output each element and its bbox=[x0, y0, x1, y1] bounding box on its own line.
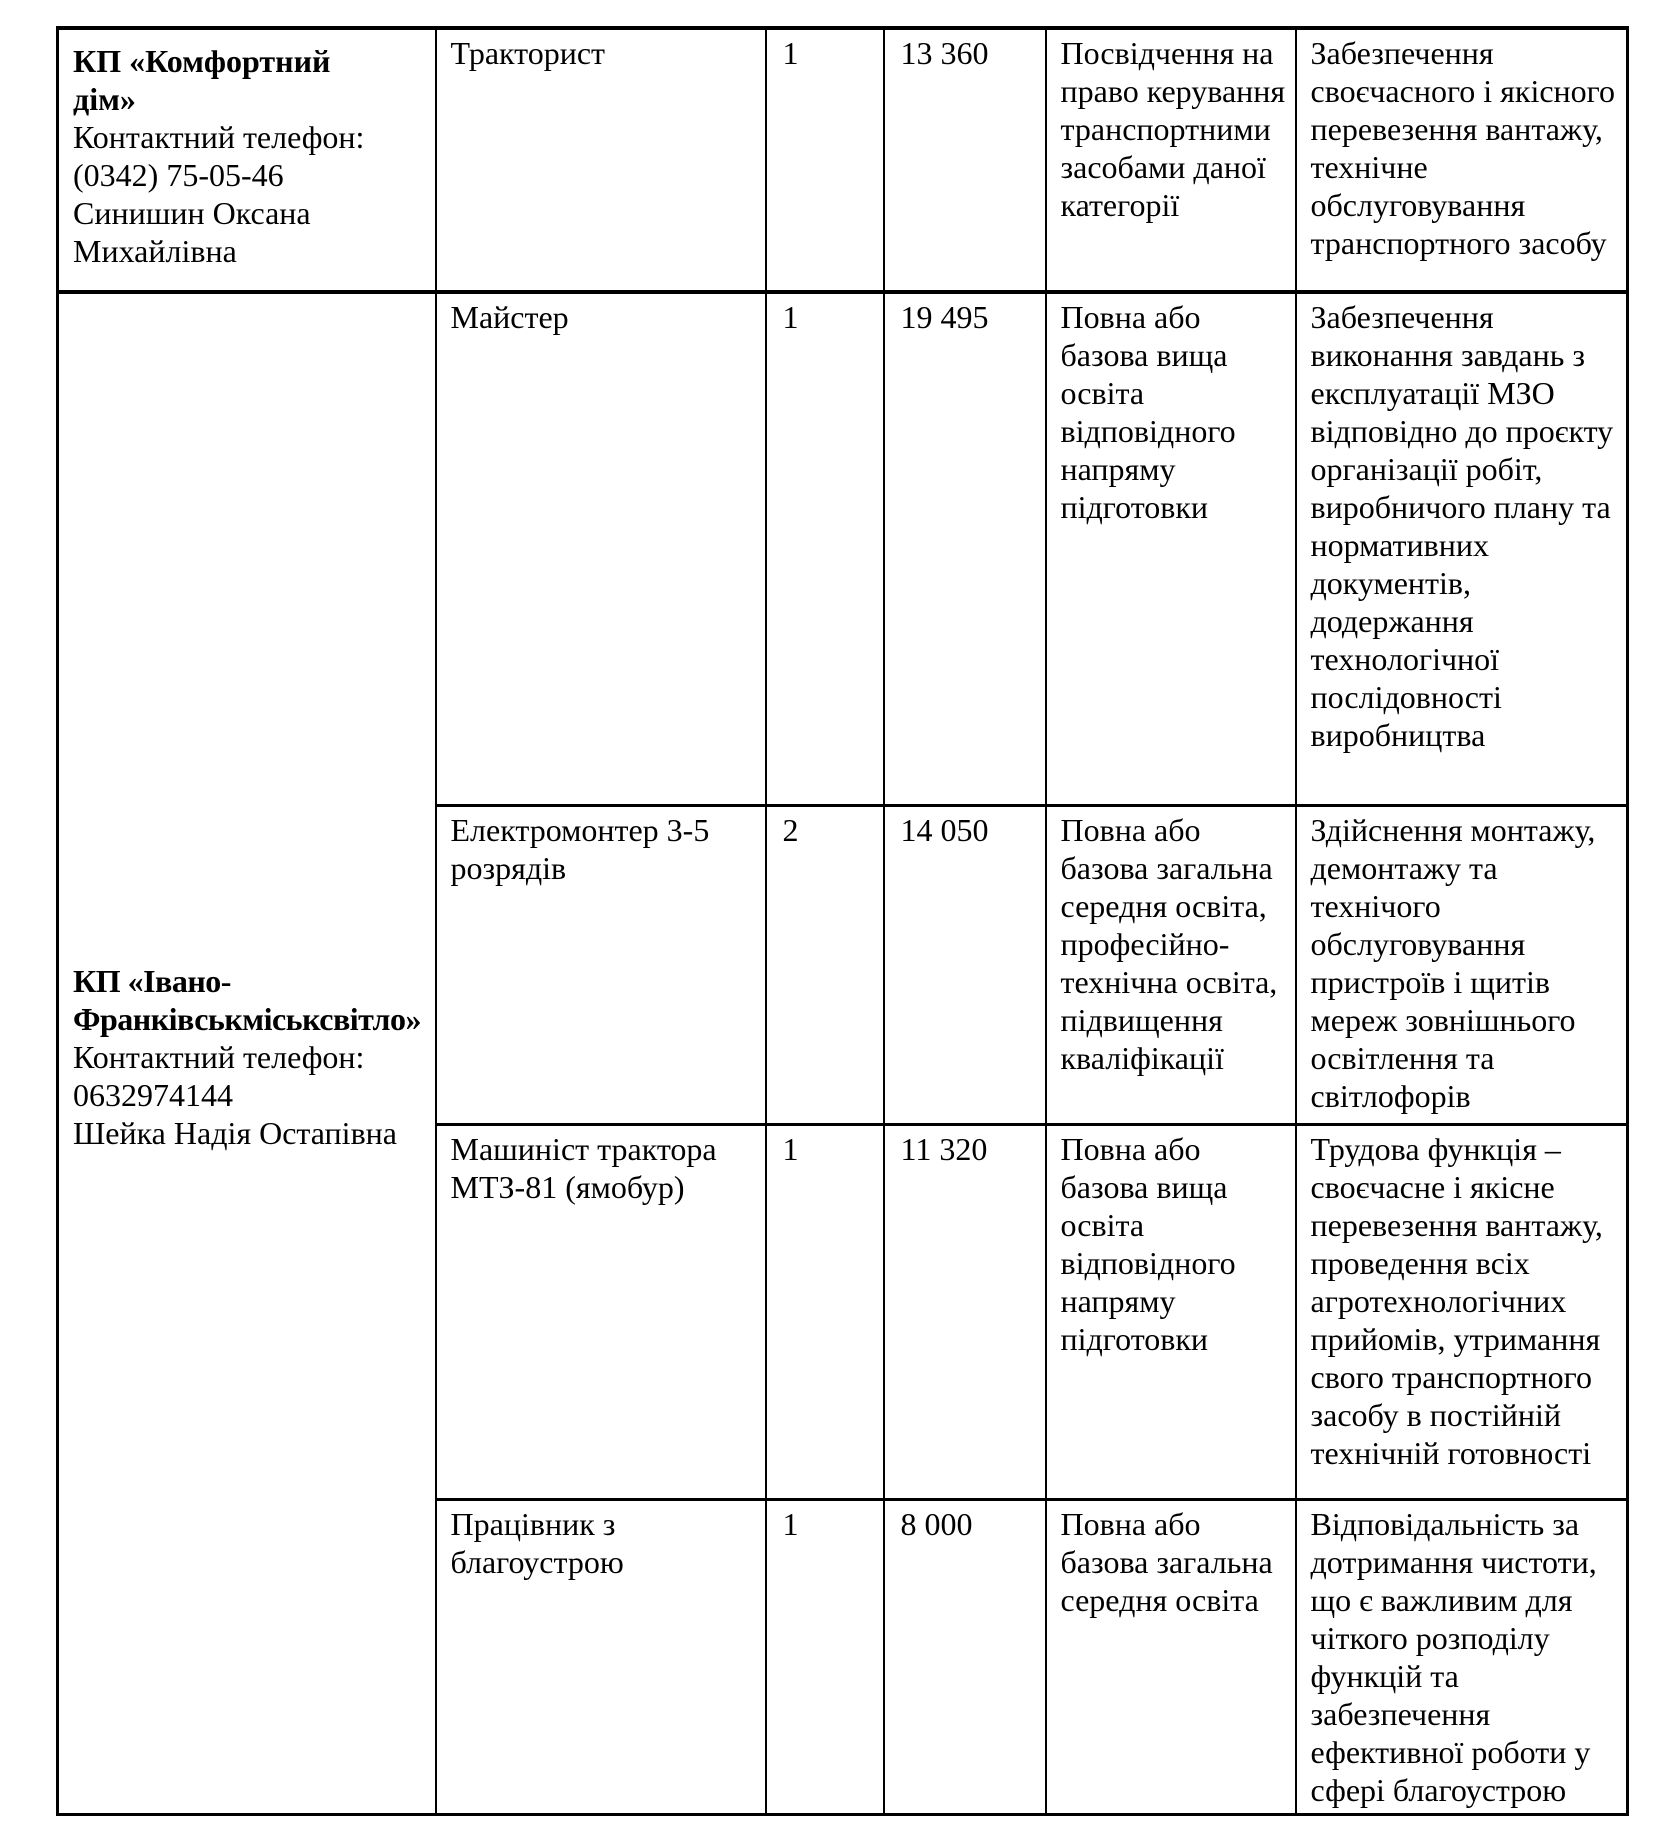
vacancy-count-cell: 2 bbox=[766, 805, 884, 1124]
requirements-cell: Посвідчення на право керування транспортними засобами даної категорії bbox=[1046, 28, 1296, 292]
duties-cell: Відповідальність за дотримання чистоти, що є важливим для чіткого розподілу функцій та забезпечення ефективної роботи у сфері благоустрою bbox=[1296, 1499, 1628, 1814]
position-cell: Тракторист bbox=[436, 28, 766, 292]
position-cell: Електромонтер 3-5 розрядів bbox=[436, 805, 766, 1124]
employer-contact-person: Шейка Надія Остапівна bbox=[73, 1115, 397, 1152]
position-cell: Майстер bbox=[436, 292, 766, 805]
vacancy-count-cell: 1 bbox=[766, 1499, 884, 1814]
employer-cell bbox=[58, 292, 436, 1814]
salary-cell: 11 320 bbox=[884, 1124, 1046, 1499]
vacancy-row bbox=[58, 292, 1628, 805]
duties-cell: Забезпечення виконання завдань з експлуатації МЗО відповідно до проєкту організації робіт, виробничого плану та нормативних документів, додержання технологічної послідовності виробництва bbox=[1296, 292, 1628, 805]
salary-cell: 19 495 bbox=[884, 292, 1046, 805]
duties-cell: Забезпечення своєчасного і якісного перевезення вантажу, технічне обслуговування транспортного засобу bbox=[1296, 28, 1628, 292]
position-cell: Працівник з благоустрою bbox=[436, 1499, 766, 1814]
position-cell: Машиніст трактора МТЗ-81 (ямобур) bbox=[436, 1124, 766, 1499]
employer-cell bbox=[58, 28, 436, 292]
employer-name: КП «Івано-Франківськміськсвітло» bbox=[73, 963, 421, 1038]
employer-contact-person: Синишин Оксана Михайлівна bbox=[73, 195, 311, 269]
vacancy-row bbox=[58, 28, 1628, 292]
vacancy-count-cell: 1 bbox=[766, 28, 884, 292]
requirements-cell: Повна або базова вища освіта відповідного напряму підготовки bbox=[1046, 1124, 1296, 1499]
duties-cell: Трудова функція – своєчасне і якісне перевезення вантажу, проведення всіх агротехнологічних прийомів, утримання свого транспортного засобу в постійній технічній готовності bbox=[1296, 1124, 1628, 1499]
salary-cell: 14 050 bbox=[884, 805, 1046, 1124]
requirements-cell: Повна або базова загальна середня освіта bbox=[1046, 1499, 1296, 1814]
vacancy-count-cell: 1 bbox=[766, 292, 884, 805]
employer-phone: 0632974144 bbox=[73, 1077, 233, 1114]
duties-cell: Здійснення монтажу, демонтажу та технічого обслуговування пристроїв і щитів мереж зовнішнього освітлення та світлофорів bbox=[1296, 805, 1628, 1124]
vacancy-count-cell: 1 bbox=[766, 1124, 884, 1499]
vacancy-table bbox=[56, 26, 1629, 1816]
requirements-cell: Повна або базова загальна середня освіта, професійно-технічна освіта, підвищення кваліфікації bbox=[1046, 805, 1296, 1124]
employer-contact-label: Контактний телефон: bbox=[73, 119, 365, 155]
employer-phone: (0342) 75-05-46 bbox=[73, 157, 284, 193]
employer-contact-label: Контактний телефон: bbox=[73, 1039, 365, 1076]
salary-cell: 13 360 bbox=[884, 28, 1046, 292]
salary-cell: 8 000 bbox=[884, 1499, 1046, 1814]
requirements-cell: Повна або базова вища освіта відповідного напряму підготовки bbox=[1046, 292, 1296, 805]
employer-name: КП «Комфортний дім» bbox=[73, 43, 331, 117]
